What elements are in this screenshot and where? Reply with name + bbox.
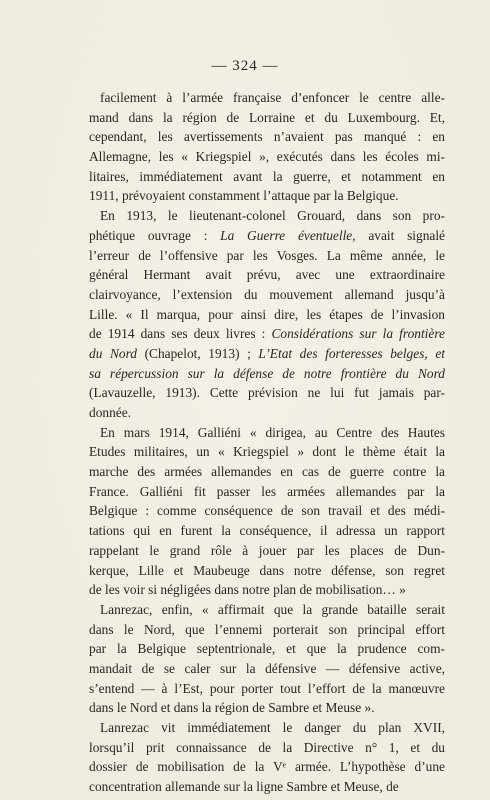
text-line: Lanrezac, enfin, « affirmait que la grande bataille serait <box>100 601 445 617</box>
text-line <box>89 226 445 246</box>
text-line: Lille. « Il marqua, pour ainsi dire, les étapes de l’invasion <box>89 306 445 322</box>
text-line: tations qui en furent la conséquence, il adressa un rapport <box>89 523 445 539</box>
text-line: mand dans la région de Lorraine et du Luxembourg. Et, <box>89 109 445 125</box>
text-line: dans le Nord et dans la région de Sambre et Meuse ». <box>89 700 375 716</box>
text-line <box>89 324 445 344</box>
text-line: l’erreur de l’offensive par les Vosges. La même année, le <box>89 247 445 263</box>
italic-text: du Nord <box>89 345 137 361</box>
text-line: facilement à l’armée française d’enfoncer le centre alle- <box>100 90 445 105</box>
paragraph <box>89 206 445 423</box>
paragraph <box>89 88 445 206</box>
text-line: Belgique : comme conséquence de son travail et des médi- <box>89 503 445 519</box>
text-line: concentration allemande sur la ligne Sambre et Meuse, de <box>89 779 399 795</box>
text-line: donnée. <box>89 405 132 420</box>
text-run: , avait signalé <box>352 227 446 243</box>
body-text <box>89 88 445 797</box>
text-line: Allemagne, les « Kriegspiel », exécutés dans les écoles mi- <box>89 149 445 165</box>
text-line: clairvoyance, l’extension du mouvement allemand jusqu’à <box>89 286 445 302</box>
text-line: lorsqu’il prit connaissance de la Directive n° 1, et du <box>89 739 445 755</box>
text-line: kerque, Lille et Maubeuge dans notre défense, son regret <box>89 562 445 578</box>
text-line: Lanrezac vit immédiatement le danger du plan XVII, <box>100 720 445 735</box>
text-line <box>89 344 445 364</box>
paragraph <box>89 600 445 718</box>
text-run: de 1914 dans ses deux livres : <box>89 326 272 342</box>
italic-text: Considérations sur la frontière <box>271 326 445 342</box>
text-line: (Lavauzelle, 1913). Cette prévision ne lui fut jamais par- <box>89 385 445 401</box>
text-line: dossier de mobilisation de la Vᵉ armée. L’hypothèse d’une <box>89 759 445 775</box>
text-line: France. Galliéni fit passer les armées allemandes par la <box>89 483 445 499</box>
text-line: cependant, les avertissements n’avaient pas manqué : en <box>89 129 445 145</box>
italic-text: La Guerre éventuelle <box>220 227 353 243</box>
text-line: En 1913, le lieutenant-colonel Grouard, dans son pro- <box>100 208 445 224</box>
italic-text: L’Etat des forteresses belges, et <box>258 345 445 361</box>
text-run: (Chapelot, 1913) ; <box>137 345 259 361</box>
text-run: phétique ouvrage : <box>89 227 221 243</box>
page-number: — 324 — <box>211 58 279 74</box>
text-line: général Hermant avait prévu, avec une extraordinaire <box>89 267 445 283</box>
text-line: de les voir si négligées dans notre plan de mobilisation… » <box>89 582 406 598</box>
text-line: Etudes militaires, un « Kriegspiel » dont le thème était la <box>89 444 445 460</box>
text-line: par la Belgique septentrionale, et que la prudence com- <box>89 641 445 657</box>
text-line: litaires, immédiatement avant la guerre, et notamment en <box>89 168 445 184</box>
text-line: 1911, prévoyaient constamment l’attaque par la Belgique. <box>89 188 399 204</box>
text-line: En mars 1914, Galliéni « dirigea, au Centre des Hautes <box>100 424 445 440</box>
paragraph <box>89 718 445 797</box>
text-line <box>89 364 445 384</box>
text-line: dans le Nord, que l’ennemi porterait son principal effort <box>89 621 445 637</box>
text-line: mandait de se caler sur la défensive — défensive active, <box>89 660 445 676</box>
text-line: rappelant le grand rôle à jouer par les places de Dun- <box>89 542 445 558</box>
paragraph <box>89 423 445 600</box>
text-line: s’entend — à l’Est, pour porter tout l’effort de la manœuvre <box>89 680 445 696</box>
text-line: marche des armées allemandes en cas de guerre contre la <box>89 464 445 480</box>
italic-text: sa répercussion sur la défense de notre frontière du Nord <box>89 365 445 381</box>
